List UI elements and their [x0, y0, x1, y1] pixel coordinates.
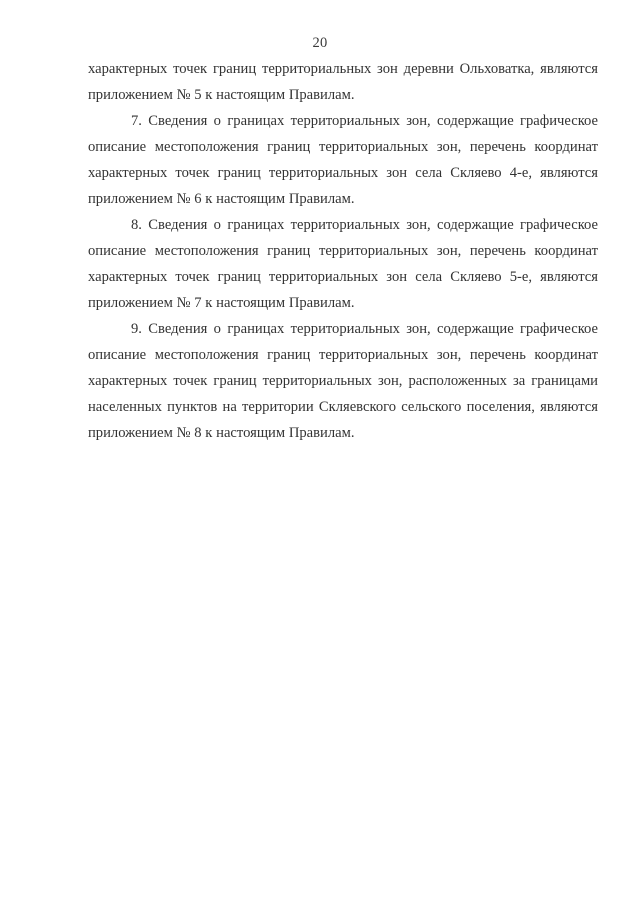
page-number: 20	[312, 35, 328, 51]
paragraph-9: 9. Сведения о границах территориальных зон, содержащие графическое описание местоположения границ территориальных зон, перечень координат характерных точек границ территориальных зон, расположенных за границами населенных пунктов на территории Скляевского сельского поселения, являются приложением № 8 к настоящим Правилам.	[88, 321, 598, 441]
document-body	[88, 56, 598, 446]
paragraph-6-continued: характерных точек границ территориальных зон деревни Ольховатка, являются приложением № 5 к настоящим Правилам.	[88, 61, 598, 103]
paragraph-8: 8. Сведения о границах территориальных зон, содержащие графическое описание местоположения границ территориальных зон, перечень координат характерных точек границ территориальных зон села Скляево 5-е, являются приложением № 7 к настоящим Правилам.	[88, 217, 598, 311]
paragraph-7: 7. Сведения о границах территориальных зон, содержащие графическое описание местоположения границ территориальных зон, перечень координат характерных точек границ территориальных зон села Скляево 4-е, являются приложением № 6 к настоящим Правилам.	[88, 113, 598, 207]
